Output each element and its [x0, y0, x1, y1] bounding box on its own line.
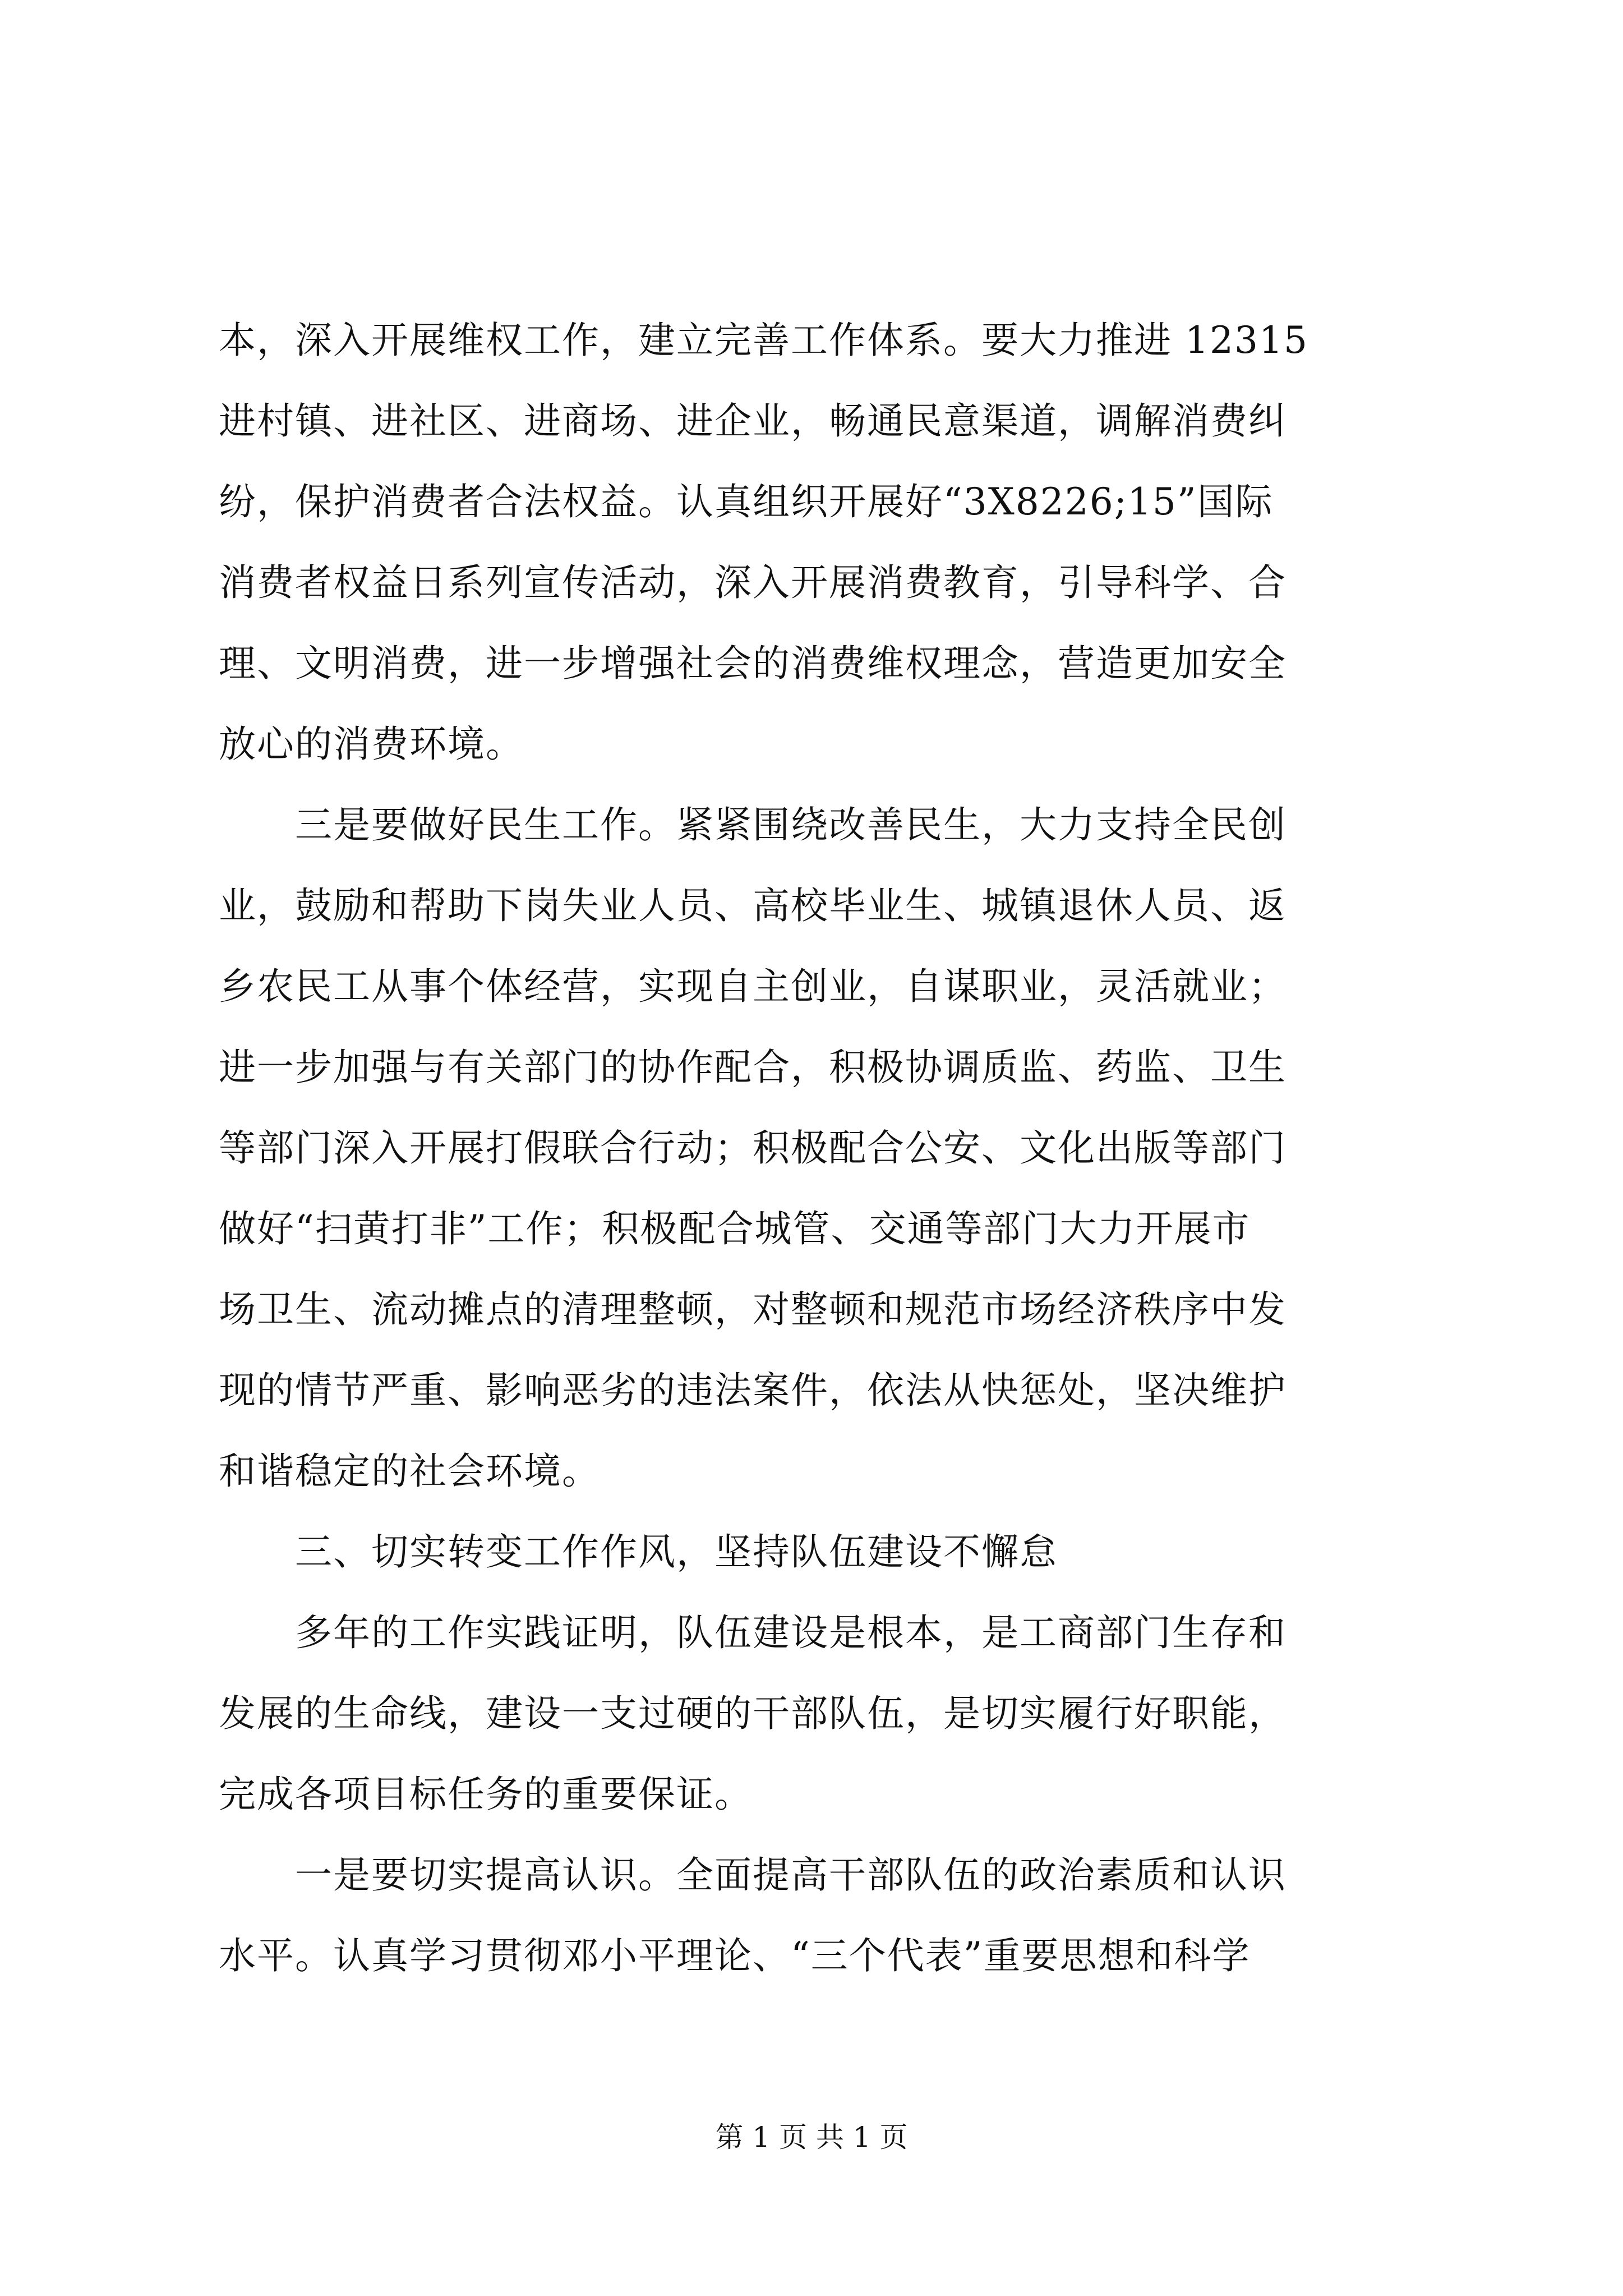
text-line: 三是要做好民生工作。紧紧围绕改善民生，大力支持全民创: [219, 803, 1287, 846]
text-line: 现的情节严重、影响恶劣的违法案件，依法从快惩处，坚决维护: [219, 1369, 1287, 1412]
text-line: 乡农民工从事个体经营，实现自主创业，自谋职业，灵活就业；: [219, 965, 1287, 1008]
text-line: 进村镇、进社区、进商场、进企业，畅通民意渠道，调解消费纠: [219, 399, 1287, 443]
text-line: 和谐稳定的社会环境。: [219, 1450, 600, 1493]
text-line: 多年的工作实践证明，队伍建设是根本，是工商部门生存和: [219, 1611, 1287, 1654]
text-line: 本，深入开展维权工作，建立完善工作体系。要大力推进 12315: [219, 319, 1308, 362]
text-line: 水平。认真学习贯彻邓小平理论、“三个代表”重要思想和科学: [219, 1934, 1251, 1977]
text-line: 放心的消费环境。: [219, 723, 524, 766]
text-line: 理、文明消费，进一步增强社会的消费维权理念，营造更加安全: [219, 642, 1287, 685]
text-line: 纷，保护消费者合法权益。认真组织开展好“3X8226;15”国际: [219, 480, 1274, 523]
text-line: 等部门深入开展打假联合行动；积极配合公安、文化出版等部门: [219, 1126, 1287, 1170]
text-line: 做好“扫黄打非”工作；积极配合城管、交通等部门大力开展市: [219, 1207, 1251, 1250]
text-line: 完成各项目标任务的重要保证。: [219, 1773, 753, 1816]
section-heading: 三、切实转变工作作风，坚持队伍建设不懈怠: [219, 1530, 1058, 1573]
text-line: 进一步加强与有关部门的协作配合，积极协调质监、药监、卫生: [219, 1046, 1287, 1089]
document-body: [219, 300, 1424, 1996]
text-line: 场卫生、流动摊点的清理整顿，对整顿和规范市场经济秩序中发: [219, 1288, 1287, 1331]
text-line: 业，鼓励和帮助下岗失业人员、高校毕业生、城镇退休人员、返: [219, 884, 1287, 927]
text-line: 消费者权益日系列宣传活动，深入开展消费教育，引导科学、合: [219, 561, 1287, 604]
page-footer: 第 1 页 共 1 页: [715, 2121, 908, 2154]
text-line: 发展的生命线，建设一支过硬的干部队伍，是切实履行好职能，: [219, 1692, 1287, 1735]
text-line: 一是要切实提高认识。全面提高干部队伍的政治素质和认识: [219, 1853, 1287, 1897]
